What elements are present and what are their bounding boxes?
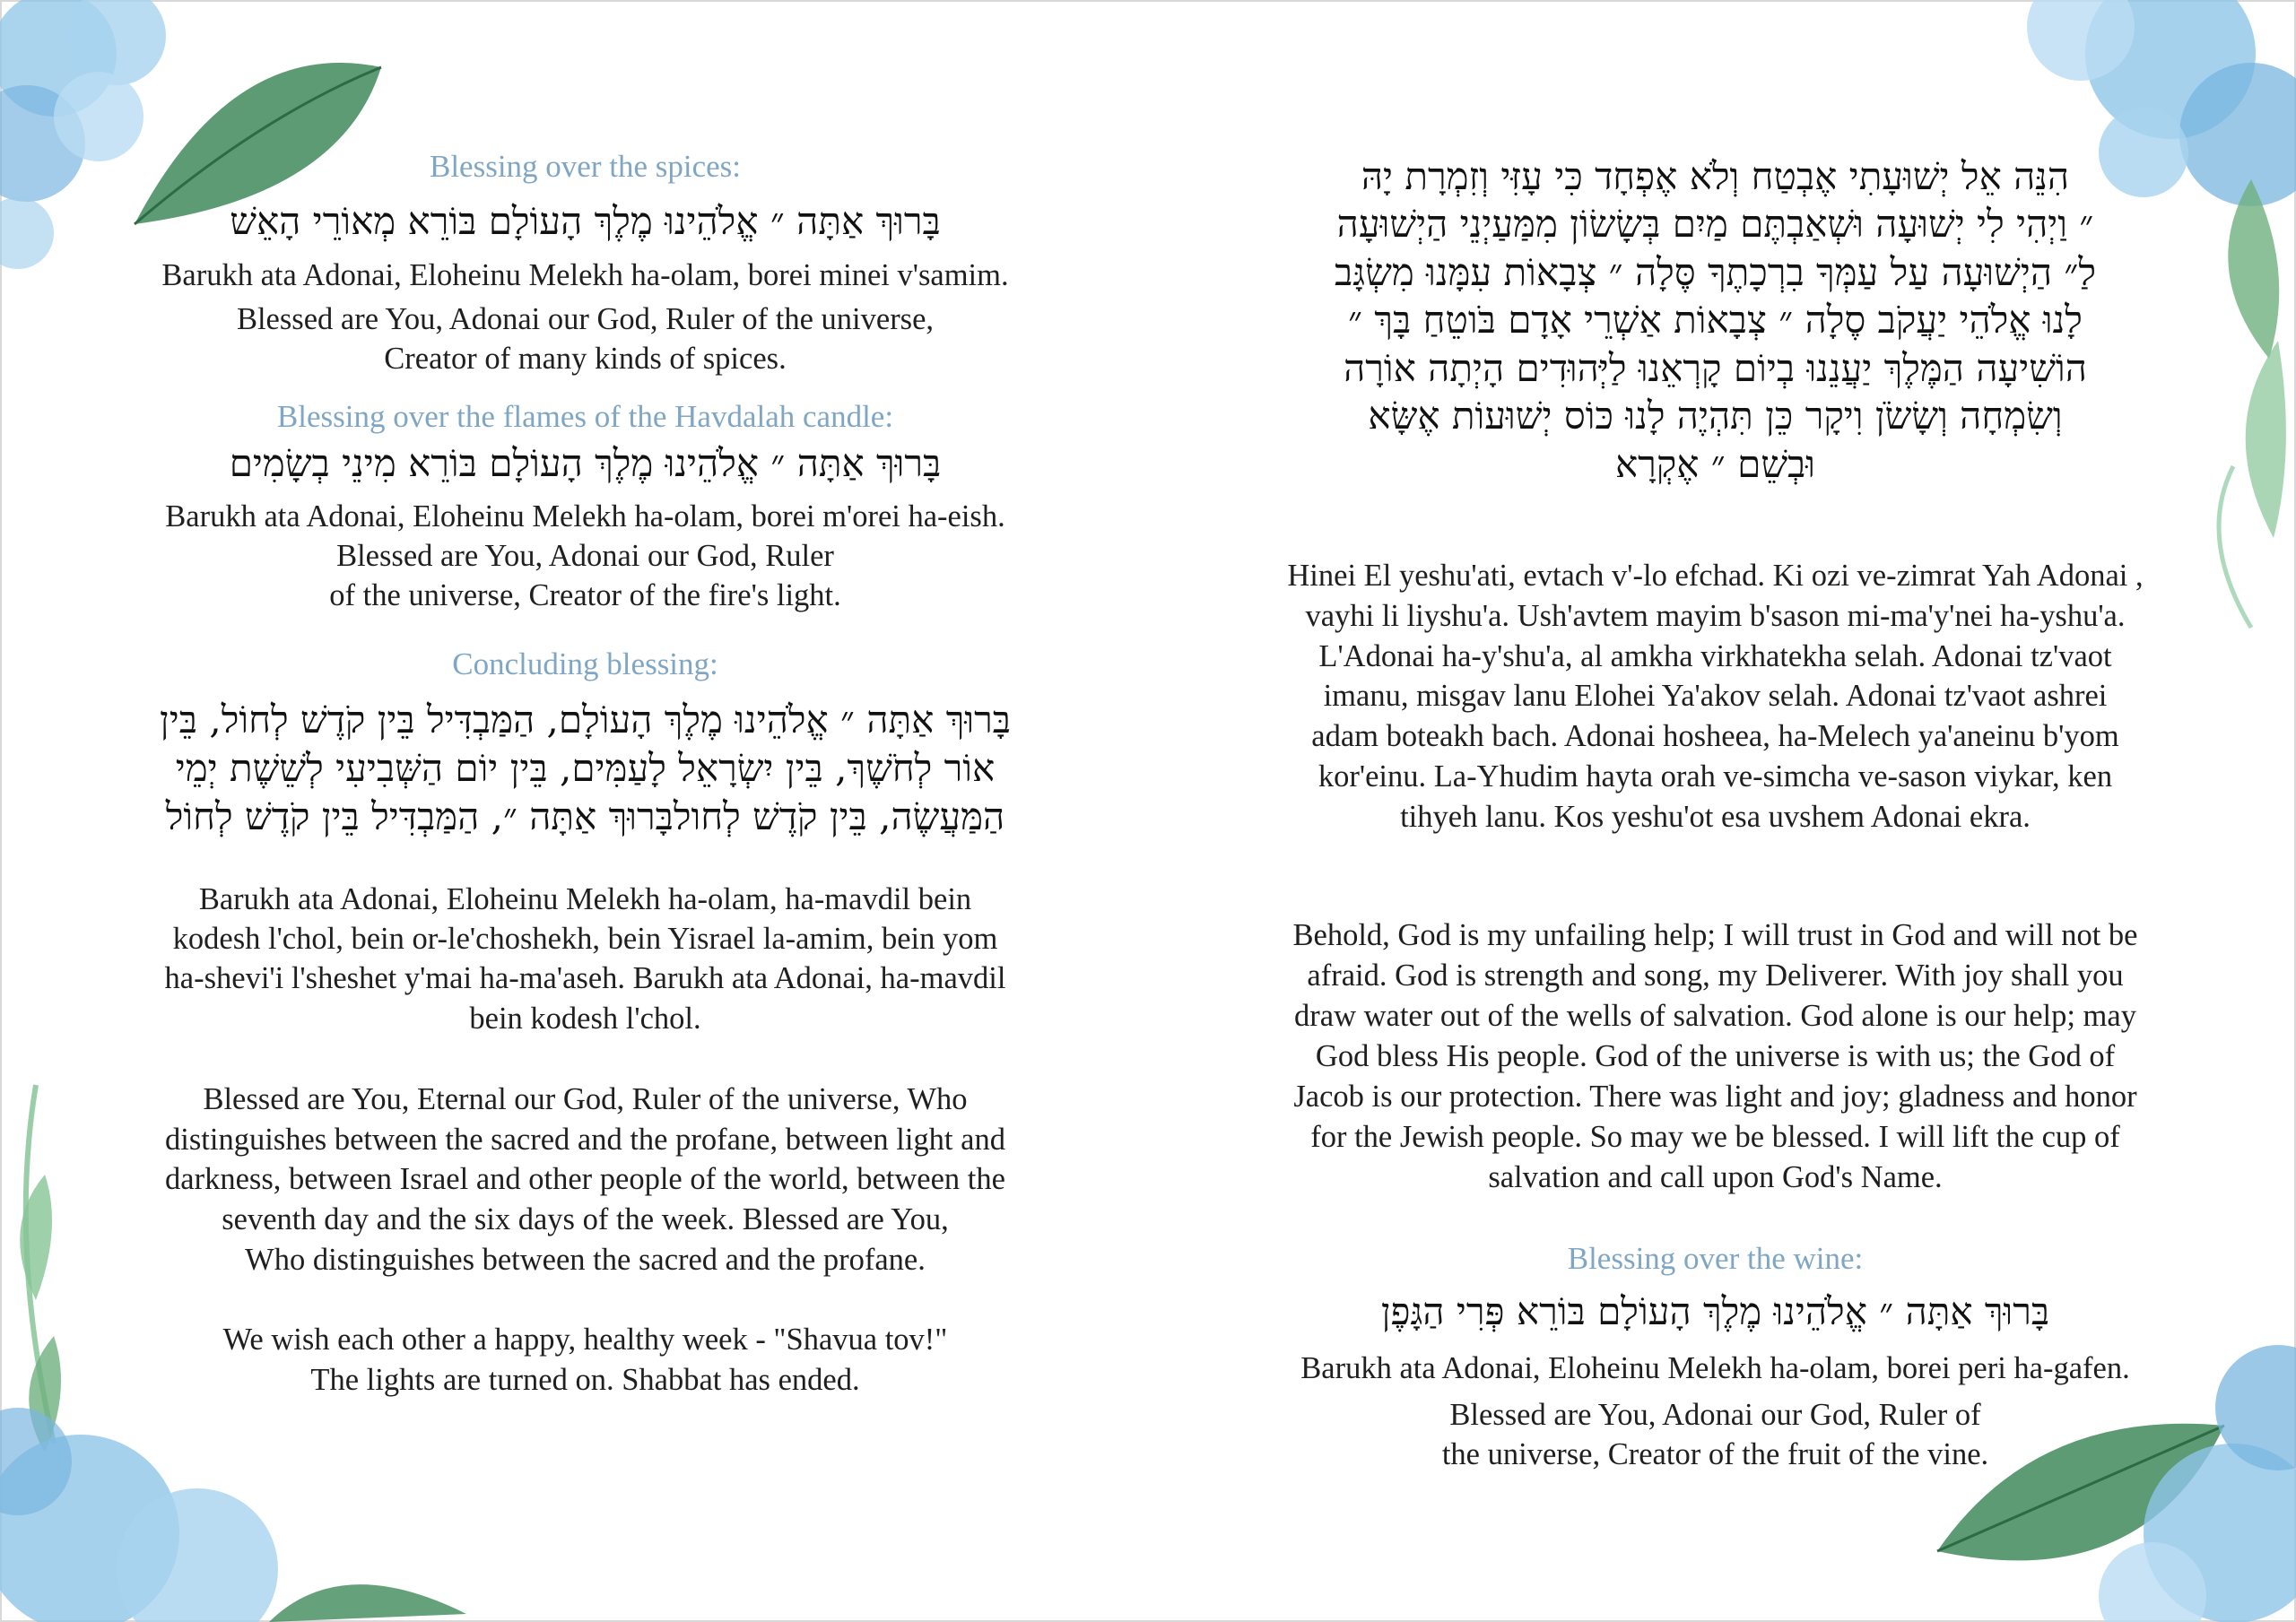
concluding-transliteration-line-2: kodesh l'chol, bein or-le'choshekh, bein Yisrael la-amim, bein yom <box>172 922 998 956</box>
verses-hebrew-line-7: וּבְשֵׁם ״ אֶקְרָא <box>1614 442 1816 486</box>
verses-english-line-1: Behold, God is my unfailing help; I will trust in God and will not be <box>1292 918 2138 952</box>
spices-english-line-2: Creator of many kinds of spices. <box>384 342 787 376</box>
verses-transliteration-line-6: kor'einu. La-Yhudim hayta orah ve-simcha ve-sason viykar, ken <box>1318 759 2113 794</box>
verses-hebrew-line-5: הוֹשִׁיעָה הַמֶּלֶךְ יַעֲנֵנוּ בְיוֹם קָרְאֵנוּ לַיְּהוּדִים הָיְתָה אוֹרָה <box>1344 346 2087 390</box>
flames-hebrew: בָּרוּךְ אַתָּה ״ אֱלֹהֵינוּ מֶלֶךְ הָעוֹלָם בּוֹרֵא מִינֵי בְשָׂמִים <box>229 441 942 485</box>
spices-hebrew: בָּרוּךְ אַתָּה ״ אֱלֹהֵינוּ מֶלֶךְ הָעוֹלָם בּוֹרֵא מְאוֹרֵי הָאֵשׁ <box>230 199 941 243</box>
spices-english-line-1: Blessed are You, Adonai our God, Ruler of the universe, <box>236 302 935 336</box>
verses-english-line-6: for the Jewish people. So may we be blessed. I will lift the cup of <box>1310 1120 2120 1154</box>
wine-english-line-1: Blessed are You, Adonai our God, Ruler of <box>1449 1398 1981 1432</box>
flames-transliteration: Barukh ata Adonai, Eloheinu Melekh ha-olam, borei m'orei ha-eish. <box>165 499 1005 533</box>
flames-heading: Blessing over the flames of the Havdalah candle: <box>276 399 894 434</box>
closing-note: The lights are turned on. Shabbat has ended. <box>310 1363 860 1397</box>
verses-english-line-7: salvation and call upon God's Name. <box>1488 1160 1943 1194</box>
verses-english-line-4: God bless His people. God of the universe is with us; the God of <box>1315 1039 2116 1073</box>
verses-transliteration-line-7: tihyeh lanu. Kos yeshu'ot esa uvshem Adonai ekra. <box>1400 800 2031 834</box>
verses-hebrew-line-6: וְשִׂמְחָה וְשָׂשֹׂן וִיקָר כֵּן תִּהְיֶה לָנוּ כּוֹס יְשׁוּעוֹת אֶשָּׂא <box>1368 394 2063 438</box>
concluding-hebrew-line-2: אוֹר לְחֹשֶׁךְ, בֵּין יִשְׂרָאֵל לָעַמִּים, בֵּין יוֹם הַשְּׁבִיעִי לְשֵׁשֶׁת יְמֵי <box>175 746 996 790</box>
concluding-transliteration-line-3: ha-shevi'i l'sheshet y'mai ha-ma'aseh. Barukh ata Adonai, ha-mavdil <box>164 961 1006 995</box>
flames-english-line-2: of the universe, Creator of the fire's light. <box>329 578 841 612</box>
concluding-english-line-5: Who distinguishes between the sacred and the profane. <box>245 1243 926 1277</box>
wine-transliteration: Barukh ata Adonai, Eloheinu Melekh ha-olam, borei peri ha-gafen. <box>1300 1351 2130 1385</box>
concluding-hebrew-line-1: בָּרוּךְ אַתָּה ״ אֱלֹהֵינוּ מֶלֶךְ הָעוֹלָם, הַמַּבְדִּיל בֵּין קֹדֶשׁ לְחוֹל, בֵּין <box>160 698 1011 742</box>
verses-transliteration-line-3: L'Adonai ha-y'shu'a, al amkha virkhatekha selah. Adonai tz'vaot <box>1318 639 2112 673</box>
wine-hebrew: בָּרוּךְ אַתָּה ״ אֱלֹהֵינוּ מֶלֶךְ הָעוֹלָם בּוֹרֵא פְּרִי הַגָּפֶן <box>1380 1289 2050 1333</box>
verses-transliteration-line-5: adam boteakh bach. Adonai hosheea, ha-Melech ya'aneinu b'yom <box>1311 719 2119 753</box>
verses-hebrew-line-1: הִנֵּה אֵל יְשׁוּעָתִי אֶבְטַח וְלֹא אֶפְחָד כִּי עָזִּי וְזִמְרָת יָהּ <box>1361 154 2070 198</box>
verses-english-line-3: draw water out of the wells of salvation. God alone is our help; may <box>1294 999 2136 1033</box>
concluding-english-line-1: Blessed are You, Eternal our God, Ruler of the universe, Who <box>203 1082 968 1116</box>
wine-heading: Blessing over the wine: <box>1567 1241 1864 1276</box>
verses-english-line-5: Jacob is our protection. There was light and joy; gladness and honor <box>1293 1080 2137 1114</box>
verses-transliteration-line-2: vayhi li liyshu'a. Ush'avtem mayim b'sason mi-ma'y'nei ha-yshu'a. <box>1305 599 2126 633</box>
verses-english-line-2: afraid. God is strength and song, my Deliverer. With joy shall you <box>1307 958 2124 993</box>
verses-hebrew-line-4: לָנוּ אֱלֹהֵי יַעֲקֹב סֶלָה ״ צְבָאוֹת אַשְׁרֵי אָדָם בֹּוטֵחַ בָּךְ ״ <box>1348 298 2083 342</box>
concluding-transliteration-line-1: Barukh ata Adonai, Eloheinu Melekh ha-olam, ha-mavdil bein <box>198 882 972 916</box>
spices-transliteration: Barukh ata Adonai, Eloheinu Melekh ha-olam, borei minei v'samim. <box>161 258 1009 292</box>
verses-hebrew-line-3: לַ״ הַיְשׁוּעָה עַל עַמְּךָ בִרְכָתֶךָ סֶּלָה ״ צְבָאוֹת עִמָּנוּ מִשְׂגָּב <box>1335 250 2096 294</box>
wine-english-line-2: the universe, Creator of the fruit of the vine. <box>1441 1437 1989 1471</box>
concluding-heading: Concluding blessing: <box>452 646 718 681</box>
concluding-transliteration-line-4: bein kodesh l'chol. <box>469 1002 701 1036</box>
spices-heading: Blessing over the spices: <box>429 149 742 184</box>
closing-wish: We wish each other a happy, healthy week - "Shavua tov!" <box>222 1323 948 1357</box>
flames-english-line-1: Blessed are You, Adonai our God, Ruler <box>336 539 834 573</box>
concluding-english-line-3: darkness, between Israel and other people of the world, between the <box>165 1162 1005 1196</box>
concluding-hebrew-line-3: הַמַּעֲשֶׂה, בֵּין קֹדֶשׁ לְחולבָּרוּךְ אַתָּה ״, הַמַּבְדִּיל בֵּין קֹדֶשׁ לְחוֹל <box>165 794 1005 838</box>
verses-transliteration-line-4: imanu, misgav lanu Elohei Ya'akov selah. Adonai tz'vaot ashrei <box>1323 679 2108 713</box>
verses-transliteration-line-1: Hinei El yeshu'ati, evtach v'-lo efchad. Ki ozi ve-zimrat Yah Adonai , <box>1287 559 2144 593</box>
concluding-english-line-4: seventh day and the six days of the week. Blessed are You, <box>222 1202 949 1236</box>
concluding-english-line-2: distinguishes between the sacred and the profane, between light and <box>165 1123 1005 1157</box>
verses-hebrew-line-2: ״ וַיְהִי לִי יְשׁוּעָה וּשְׁאַבְתֶּם מַיִם בְּשָׂשׂוֹן מִמַּעַיְנֵי הַיְשׁוּעָה <box>1336 202 2094 246</box>
